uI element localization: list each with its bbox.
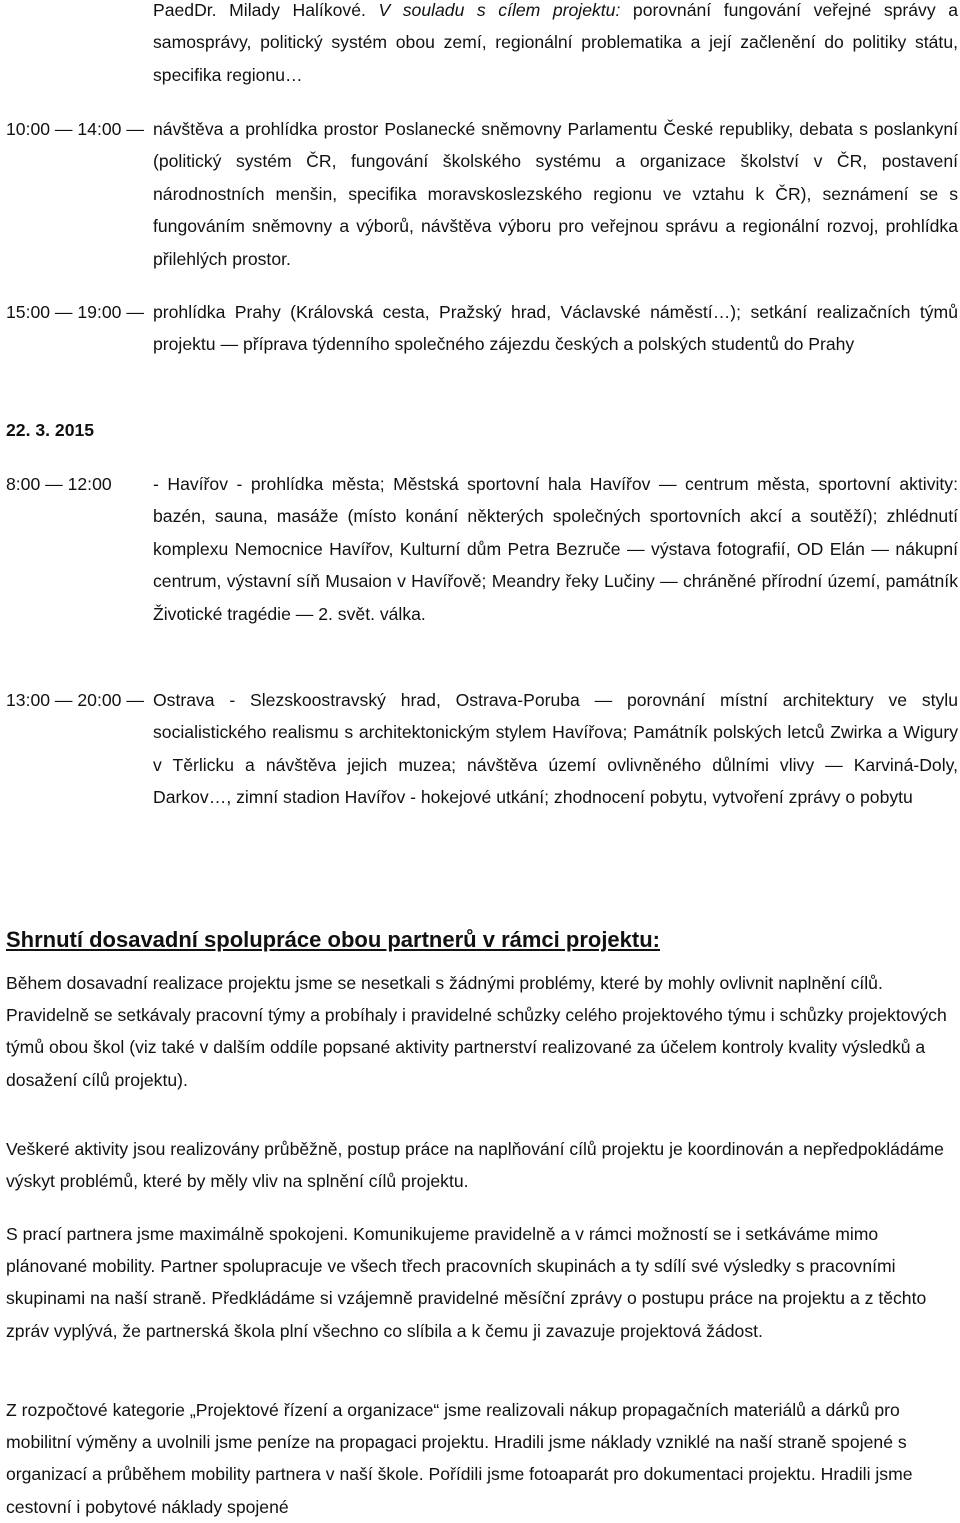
summary-paragraph: Z rozpočtové kategorie „Projektové řízení a organizace“ jsme realizovali nákup propagačních materiálů a dárků pro mobilitní výměny a uvolnili jsme peníze na propagaci projektu. Hradili jsme náklady vzniklé na naší straně spojené s organizací a průběhem mobility partnera v naší škole. Pořídili jsme fotoaparát pro dokumentaci projektu. Hradili jsme cestovní i pobytové náklady spojené	[6, 1400, 913, 1517]
entry-text: Ostrava - Slezskoostravský hrad, Ostrava-Poruba — porovnání místní architektury ve stylu socialistického realismu s architektonickým stylem Havířova; Památník polských letců Zwirka a Wigury v Těrlicku a návštěva jejich muzea; návštěva území ovlivněného důlními vlivy — Karviná-Doly, Darkov…, zimní stadion Havířov - hokejové utkání; zhodnocení pobytu, vytvoření zprávy o pobytu	[153, 690, 958, 808]
schedule-intro	[153, 0, 958, 91]
schedule-entry	[6, 296, 958, 361]
entry-time: 15:00 — 19:00 —	[6, 302, 144, 322]
intro-italic: V souladu s cílem projektu:	[378, 0, 621, 20]
schedule-entry	[6, 468, 958, 630]
summary-paragraph: Během dosavadní realizace projektu jsme se nesetkali s žádnými problémy, které by mohly ovlivnit naplnění cílů. Pravidelně se setkávaly pracovní týmy a probíhaly i pravidelné schůzky celého projektového týmu i schůzky projektových týmů obou škol (viz také v dalším oddíle popsané aktivity partnerství realizované za účelem kontroly kvality výsledků a dosažení cílů projektu).	[6, 973, 947, 1090]
schedule-entry	[6, 113, 958, 275]
entry-text: návštěva a prohlídka prostor Poslanecké sněmovny Parlamentu České republiky, debata s poslankyní (politický systém ČR, fungování školského systému a organizace školství v ČR, postavení národnostních menšin, specifika moravskoslezského regionu ve vztahu k ČR), seznámení se s fungováním sněmovny a výborů, návštěva výboru pro veřejnou správu a regionální rozvoj, prohlídka přilehlých prostor.	[153, 119, 958, 269]
summary-paragraph: S prací partnera jsme maximálně spokojeni. Komunikujeme pravidelně a v rámci možností se i setkáváme mimo plánované mobility. Partner spolupracuje ve všech třech pracovních skupinách a ty sdílí své výsledky s pracovními skupinami na naší straně. Předkládáme si vzájemně pravidelné měsíční zprávy o postupu práce na projektu a z těchto zpráv vyplývá, že partnerská škola plní všechno co slíbila a k čemu ji zavazuje projektová žádost.	[6, 1224, 927, 1341]
entry-time: 10:00 — 14:00 —	[6, 119, 144, 139]
date-heading: 22. 3. 2015	[6, 420, 95, 440]
entry-time: 8:00 — 12:00	[6, 474, 112, 494]
entry-text: - Havířov - prohlídka města; Městská sportovní hala Havířov — centrum města, sportovní aktivity: bazén, sauna, masáže (místo konání některých společných sportovních akcí a soutěží); zhlédnutí komplexu Nemocnice Havířov, Kulturní dům Petra Bezruče — výstava fotografií, OD Elán — nákupní centrum, výstavní síň Musaion v Havířově; Meandry řeky Lučiny — chráněné přírodní území, památník Životické tragédie — 2. svět. válka.	[153, 474, 958, 624]
intro-rest: porovnání fungování veřejné správy a samosprávy, politický systém obou zemí, regionální problematika a její začlenění do politiky státu, specifika regionu…	[153, 0, 958, 85]
schedule-entry	[6, 684, 958, 814]
entry-text: prohlídka Prahy (Královská cesta, Pražský hrad, Václavské náměstí…); setkání realizačních týmů projektu — příprava týdenního společného zájezdu českých a polských studentů do Prahy	[153, 302, 958, 355]
section-title: Shrnutí dosavadní spolupráce obou partnerů v rámci projektu:	[6, 927, 660, 952]
entry-time: 13:00 — 20:00 —	[6, 690, 144, 710]
summary-paragraph: Veškeré aktivity jsou realizovány průběžně, postup práce na naplňování cílů projektu je koordinován a nepředpokládáme výskyt problémů, které by měly vliv na splnění cílů projektu.	[6, 1139, 944, 1192]
intro-plain: PaedDr. Milady Halíkové.	[153, 0, 366, 20]
